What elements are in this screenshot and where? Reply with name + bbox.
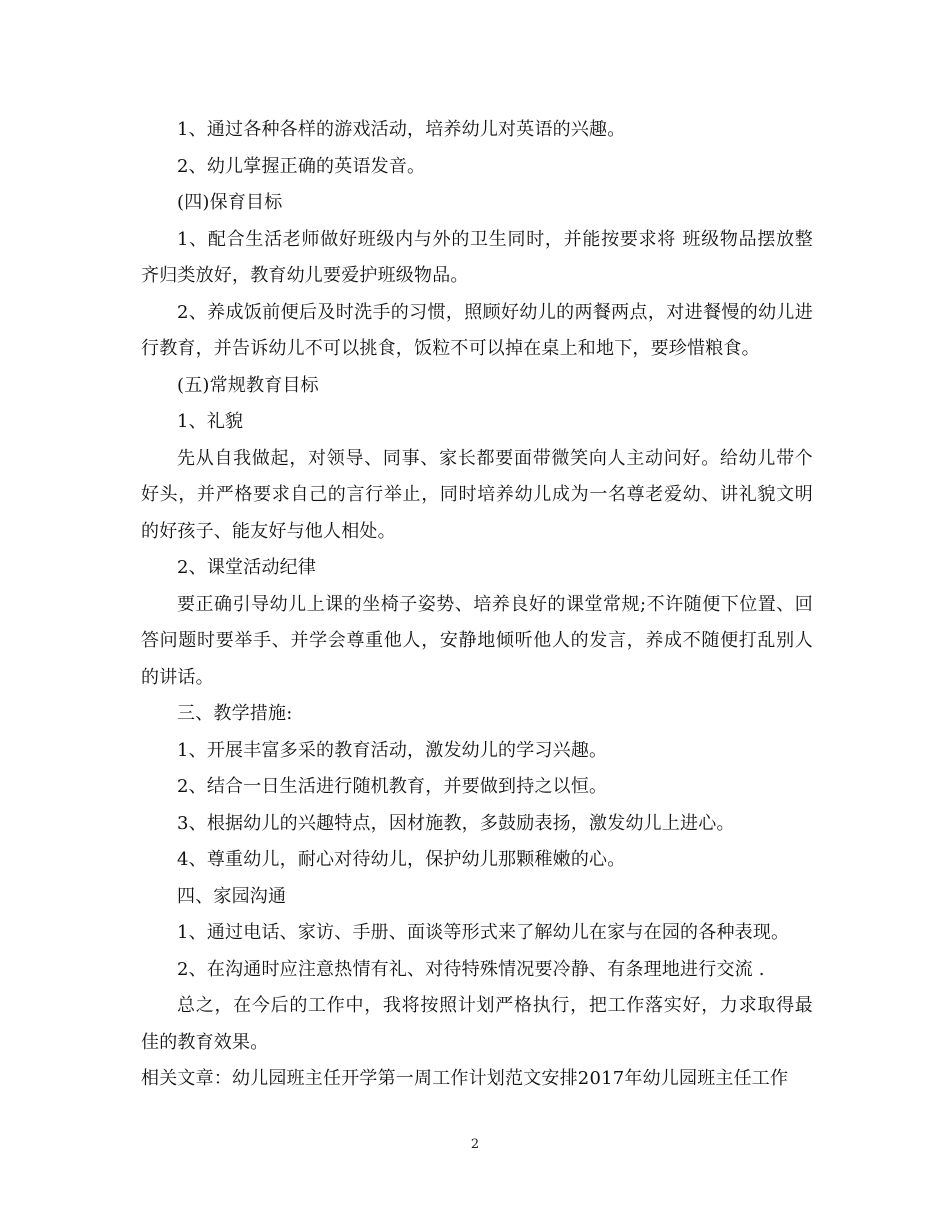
- section-heading: (四)保育目标: [177, 192, 283, 213]
- paragraph: 2、幼儿掌握正确的英语发音。: [177, 155, 426, 177]
- paragraph: 总之，在今后的工作中，我将按照计划严格执行，把工作落实好，力求取得最佳的教育效果。: [141, 995, 813, 1053]
- paragraph: 4、尊重幼儿，耐心对待幼儿，保护幼儿那颗稚嫩的心。: [177, 849, 626, 870]
- section-heading: (五)常规教育目标: [177, 374, 319, 396]
- paragraph: 3、根据幼儿的兴趣特点，因材施教，多鼓励表扬，激发幼儿上进心。: [177, 812, 735, 834]
- paragraph: 2、养成饭前便后及时洗手的习惯，照顾好幼儿的两餐两点，对进餐慢的幼儿进行教育，并告诉幼儿不可以挑食，饭粒不可以掉在桌上和地下，要珍惜粮食。: [141, 301, 813, 359]
- section-heading: 四、家园沟通: [177, 885, 287, 907]
- subsection-heading: 1、礼貌: [177, 411, 244, 432]
- paragraph: 1、通过各种各样的游戏活动，培养幼儿对英语的兴趣。: [177, 119, 626, 140]
- document-body: [141, 112, 813, 1098]
- related-articles: 相关文章：幼儿园班主任开学第一周工作计划范文安排2017年幼儿园班主任工作: [141, 1068, 789, 1089]
- subsection-heading: 2、课堂活动纪律: [177, 557, 317, 578]
- paragraph: 1、通过电话、家访、手册、面谈等形式来了解幼儿在家与在园的各种表现。: [177, 922, 790, 943]
- page-number: 2: [470, 1137, 480, 1152]
- paragraph: 要正确引导幼儿上课的坐椅子姿势、培养良好的课堂常规;不许随便下位置、回答问题时要举手、并学会尊重他人，安静地倾听他人的发言，养成不随便打乱别人的讲话。: [141, 593, 813, 688]
- section-heading: 三、教学措施:: [177, 703, 293, 724]
- paragraph: 2、在沟通时应注意热情有礼、对待特殊情况要冷静、有条理地进行交流 .: [177, 958, 765, 980]
- paragraph: 先从自我做起，对领导、同事、家长都要面带微笑向人主动问好。给幼儿带个好头，并严格要求自己的言行举止，同时培养幼儿成为一名尊老爱幼、讲礼貌文明的好孩子、能友好与他人相处。: [141, 447, 813, 542]
- paragraph: 2、结合一日生活进行随机教育，并要做到持之以恒。: [177, 776, 608, 797]
- paragraph: 1、开展丰富多采的教育活动，激发幼儿的学习兴趣。: [177, 739, 608, 761]
- paragraph: 1、配合生活老师做好班级内与外的卫生同时，并能按要求将 班级物品摆放整齐归类放好，教育幼儿要爱护班级物品。: [141, 228, 813, 286]
